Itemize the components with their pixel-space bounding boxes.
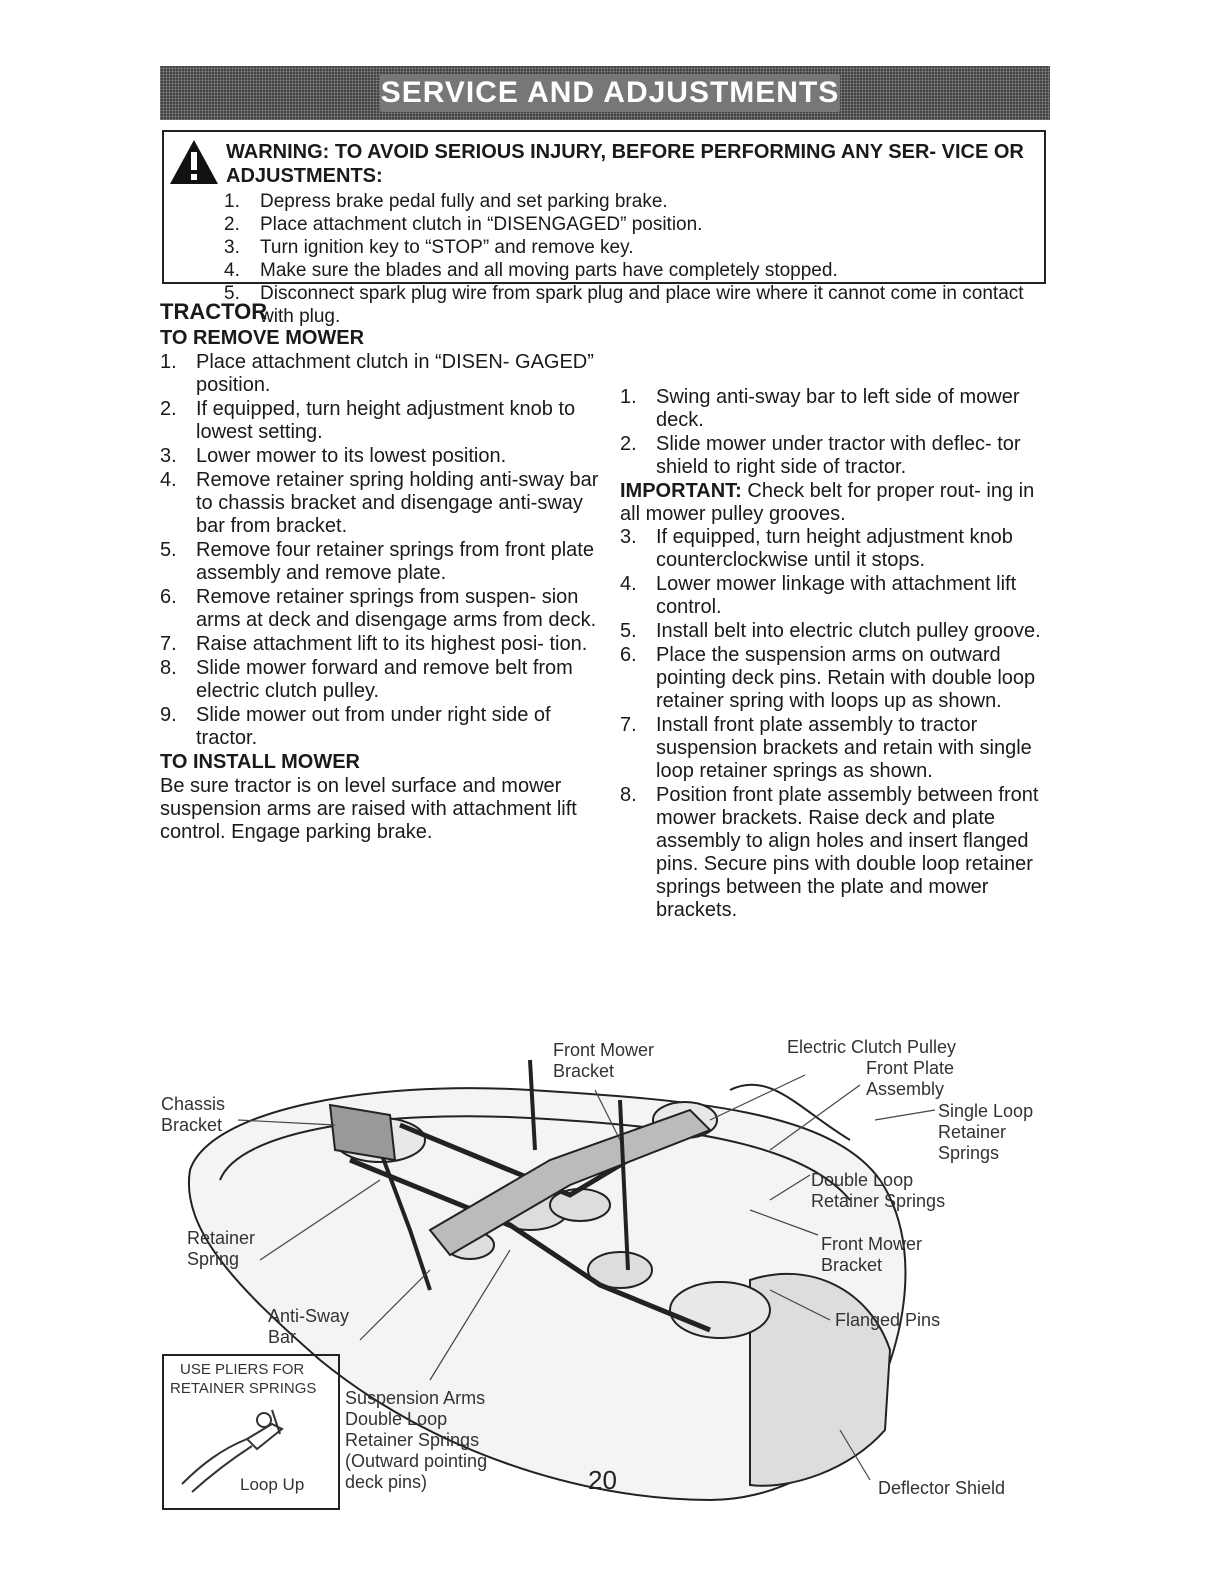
label-line: Retainer Springs	[345, 1430, 480, 1450]
list-item	[620, 573, 1050, 619]
step-text: If equipped, turn height adjustment knob counterclockwise until it stops.	[656, 526, 1013, 571]
list-item	[160, 539, 600, 585]
step-text: Install belt into electric clutch pulley groove.	[656, 620, 1041, 642]
label-flanged-pins: Flanged Pins	[835, 1310, 941, 1330]
step-text: Raise attachment lift to its highest posi- tion.	[196, 633, 588, 655]
step-number: 5.	[224, 283, 240, 304]
page-title: SERVICE AND ADJUSTMENTS	[380, 74, 840, 112]
step-number: 6.	[620, 644, 637, 666]
label-line: Retainer	[938, 1122, 1007, 1142]
step-text: Turn ignition key to “STOP” and remove key.	[260, 237, 634, 258]
step-number: 7.	[620, 714, 637, 736]
warning-title: WARNING: TO AVOID SERIOUS INJURY, BEFORE PERFORMING ANY SER- VICE OR ADJUSTMENTS:	[226, 141, 1024, 187]
list-item	[224, 213, 1024, 236]
step-text: Swing anti-sway bar to left side of mower deck.	[656, 386, 1020, 431]
important-note	[620, 480, 1050, 526]
label-line: Assembly	[866, 1079, 945, 1099]
label-front-mower-bracket-top	[553, 1040, 654, 1082]
label-line: Front Mower	[553, 1040, 655, 1060]
step-number: 3.	[224, 237, 240, 258]
label-line: Suspension Arms	[345, 1388, 486, 1408]
label-line: Front Mower	[821, 1234, 923, 1254]
list-item	[160, 657, 600, 703]
step-number: 4.	[160, 469, 177, 491]
label-line: Single Loop	[938, 1101, 1034, 1121]
label-suspension-arms	[345, 1388, 487, 1493]
right-column	[620, 386, 1050, 923]
step-number: 4.	[620, 573, 637, 595]
label-single-loop-retainer-springs	[938, 1101, 1033, 1164]
step-text: Remove four retainer springs from front plate assembly and remove plate.	[196, 539, 594, 584]
list-item	[160, 445, 600, 468]
step-text: Position front plate assembly between front mower brackets. Raise deck and plate assembly to align holes and insert flanged pins. Secure pins with double loop retainer springs between the plate and mower brackets.	[656, 784, 1039, 921]
section-heading-tractor: TRACTOR	[160, 299, 268, 324]
warning-triangle-icon	[168, 138, 220, 186]
step-number: 3.	[160, 445, 177, 467]
subheading-install-mower: TO INSTALL MOWER	[160, 751, 360, 773]
label-deflector-shield: Deflector Shield	[878, 1478, 1006, 1498]
step-text: If equipped, turn height adjustment knob to lowest setting.	[196, 398, 576, 443]
label-line: (Outward pointing	[345, 1451, 488, 1471]
step-number: 9.	[160, 704, 177, 726]
list-item	[160, 586, 600, 632]
label-line: Double Loop	[345, 1409, 448, 1429]
list-item	[620, 714, 1050, 783]
step-text: Depress brake pedal fully and set parking brake.	[260, 191, 668, 212]
step-number: 1.	[620, 386, 637, 408]
step-number: 5.	[620, 620, 637, 642]
step-text: Place attachment clutch in “DISENGAGED” position.	[260, 214, 703, 235]
step-number: 5.	[160, 539, 177, 561]
list-item	[224, 259, 1024, 282]
step-text: Slide mower under tractor with deflec- tor shield to right side of tractor.	[656, 433, 1021, 478]
step-text: Lower mower to its lowest position.	[196, 445, 507, 467]
label-line: Chassis	[161, 1094, 226, 1114]
step-text: Disconnect spark plug wire from spark plug and place wire where it cannot come in contact with plug.	[260, 283, 1024, 327]
step-text: Make sure the blades and all moving parts have completely stopped.	[260, 260, 838, 281]
list-item	[620, 644, 1050, 713]
step-text: Slide mower out from under right side of tractor.	[196, 704, 551, 749]
label-electric-clutch-pulley: Electric Clutch Pulley	[787, 1037, 957, 1057]
step-text: Place attachment clutch in “DISEN- GAGED” position.	[196, 351, 594, 396]
step-number: 7.	[160, 633, 177, 655]
step-number: 1.	[224, 191, 240, 212]
tip-line: RETAINER SPRINGS	[170, 1380, 317, 1397]
label-front-plate-assembly	[866, 1058, 954, 1100]
step-number: 3.	[620, 526, 637, 548]
install-intro: Be sure tractor is on level surface and mower suspension arms are raised with attachment lift control. Engage parking brake.	[160, 775, 577, 843]
label-line: Double Loop	[811, 1170, 914, 1190]
step-text: Remove retainer spring holding anti-sway bar to chassis bracket and disengage anti-sway bar from bracket.	[196, 469, 599, 537]
step-number: 8.	[620, 784, 637, 806]
list-item	[620, 526, 1050, 572]
step-number: 2.	[224, 214, 240, 235]
label-line: Bracket	[553, 1061, 615, 1081]
step-number: 2.	[160, 398, 177, 420]
label-line: deck pins)	[345, 1472, 428, 1492]
list-item	[160, 351, 600, 397]
tip-line: USE PLIERS FOR	[180, 1361, 305, 1378]
step-text: Install front plate assembly to tractor suspension brackets and retain with single loop retainer springs as shown.	[656, 714, 1032, 782]
subheading-remove-mower: TO REMOVE MOWER	[160, 327, 365, 349]
page-number: 20	[588, 1465, 617, 1495]
step-number: 2.	[620, 433, 637, 455]
label-retainer-spring	[187, 1228, 255, 1270]
list-item	[160, 469, 600, 538]
step-number: 1.	[160, 351, 177, 373]
right-spindle-pulley	[670, 1282, 770, 1338]
important-label: IMPORTANT:	[620, 480, 742, 502]
list-item	[160, 704, 600, 750]
label-line: Springs	[938, 1143, 1000, 1163]
label-chassis-bracket	[161, 1094, 225, 1136]
step-number: 8.	[160, 657, 177, 679]
chassis-bracket	[330, 1105, 395, 1160]
install-steps-a	[620, 386, 1050, 479]
important-text: Check belt for proper rout- ing in all mower pulley grooves.	[620, 480, 1035, 525]
label-line: Spring	[187, 1249, 240, 1269]
list-item	[160, 633, 600, 656]
step-text: Remove retainer springs from suspen- sion arms at deck and disengage arms from deck.	[196, 586, 597, 631]
list-item	[620, 433, 1050, 479]
list-item	[160, 398, 600, 444]
pliers-tip-box	[162, 1354, 340, 1510]
left-column	[160, 300, 600, 844]
label-line: Bracket	[161, 1115, 223, 1135]
install-steps-b	[620, 526, 1050, 922]
label-line: Bar	[268, 1327, 297, 1347]
label-double-loop-retainer-springs	[811, 1170, 945, 1212]
step-number: 6.	[160, 586, 177, 608]
step-number: 4.	[224, 260, 240, 281]
tip-text	[170, 1360, 338, 1398]
label-line: Retainer	[187, 1228, 256, 1248]
remove-steps	[160, 351, 600, 750]
list-item	[620, 620, 1050, 643]
label-line: Retainer Springs	[811, 1191, 946, 1211]
label-anti-sway-bar	[268, 1306, 349, 1348]
step-text: Lower mower linkage with attachment lift control.	[656, 573, 1017, 618]
label-line: Front Plate	[866, 1058, 955, 1078]
label-front-mower-bracket	[821, 1234, 922, 1276]
center-pulley-2	[550, 1189, 610, 1221]
list-item	[224, 236, 1024, 259]
label-line: Bracket	[821, 1255, 883, 1275]
list-item	[620, 784, 1050, 922]
step-text: Place the suspension arms on outward pointing deck pins. Retain with double loop retainer spring with loops up as shown.	[656, 644, 1036, 712]
label-loop-up: Loop Up	[240, 1475, 305, 1494]
label-line: Anti-Sway	[268, 1306, 350, 1326]
list-item	[620, 386, 1050, 432]
step-text: Slide mower forward and remove belt from electric clutch pulley.	[196, 657, 573, 702]
list-item	[224, 190, 1024, 213]
